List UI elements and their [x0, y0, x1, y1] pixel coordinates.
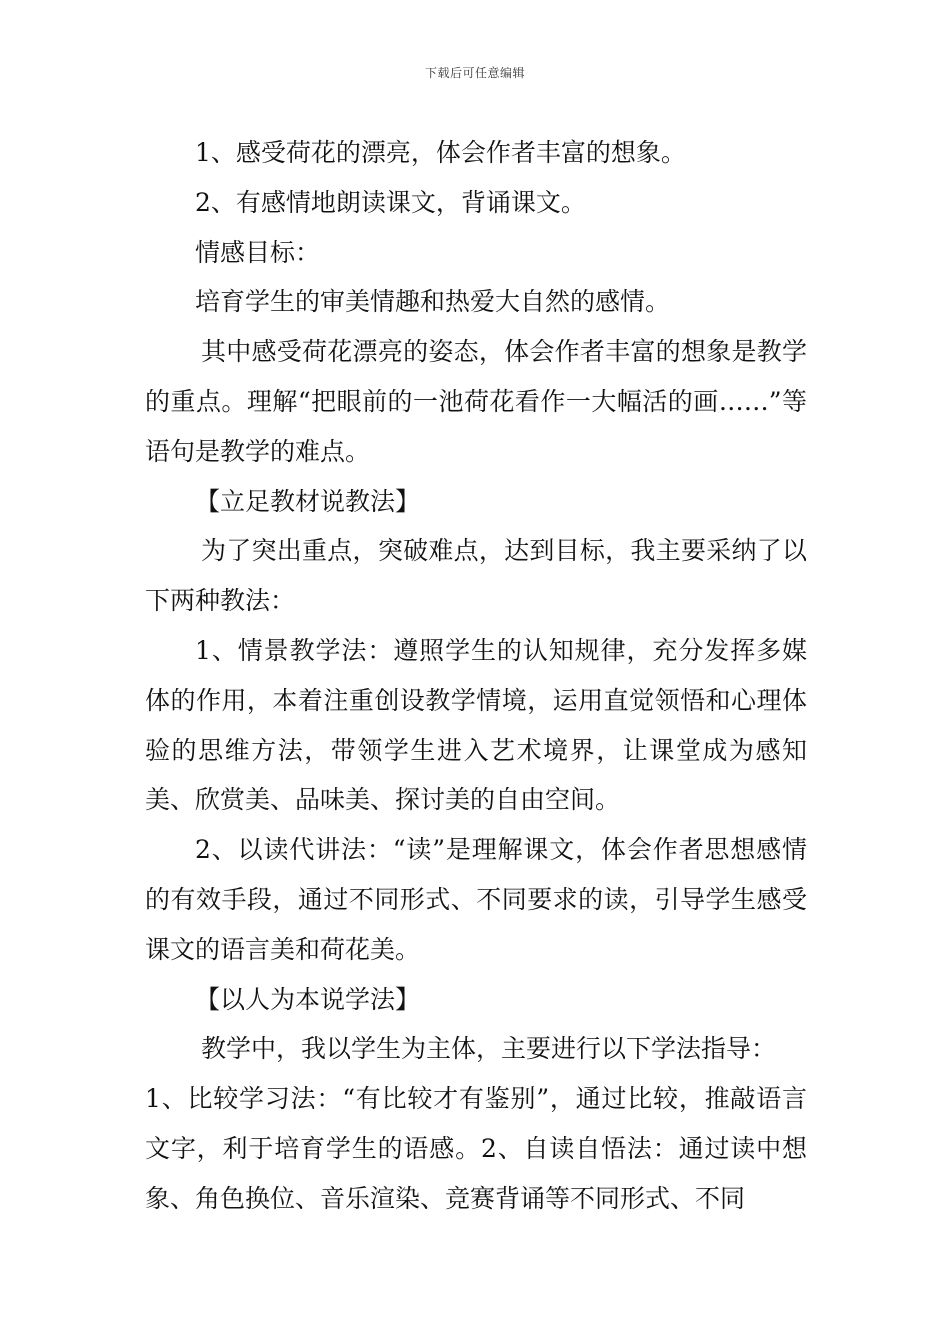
teaching-method-1: 1、情景教学法：遵照学生的认知规律，充分发挥多媒体的作用，本着注重创设教学情境，运用直觉领悟和心理体验的思维方法，带领学生进入艺术境界，让课堂成为感知美、欣赏美、品味美、探讨美的自由空间。: [145, 635, 807, 815]
learning-method-heading: 【以人为本说学法】: [195, 984, 421, 1014]
teaching-method-intro: 为了突出重点，突破难点，达到目标，我主要采纳了以下两种教法：: [145, 536, 807, 616]
key-difficult-points: 其中感受荷花漂亮的姿态，体会作者丰富的想象是教学的重点。理解“把眼前的一池荷花看作一大幅活的画……”等语句是教学的难点。: [145, 337, 807, 466]
teaching-method-heading: 【立足教材说教法】: [195, 486, 421, 516]
page-header-note: 下载后可任意编辑: [424, 66, 525, 80]
learning-method-intro: 教学中，我以学生为主体，主要进行以下学法指导：: [201, 1034, 777, 1064]
objective-1: 1、感受荷花的漂亮，体会作者丰富的想象。: [195, 138, 686, 167]
learning-methods-list: 1、比较学习法：“有比较才有鉴别”，通过比较，推敲语言文字，利于培育学生的语感。2、自读自悟法：通过读中想象、角色换位、音乐渲染、竞赛背诵等不同形式、不同: [145, 1084, 807, 1213]
document-body: [145, 128, 807, 1224]
teaching-method-2: 2、以读代讲法：“读”是理解课文，体会作者思想感情的有效手段，通过不同形式、不同要求的读，引导学生感受课文的语言美和荷花美。: [145, 835, 807, 964]
objective-2: 2、有感情地朗读课文，背诵课文。: [195, 187, 586, 217]
emotion-goal-heading: 情感目标：: [195, 237, 321, 267]
emotion-goal-text: 培育学生的审美情趣和热爱大自然的感情。: [195, 287, 671, 317]
